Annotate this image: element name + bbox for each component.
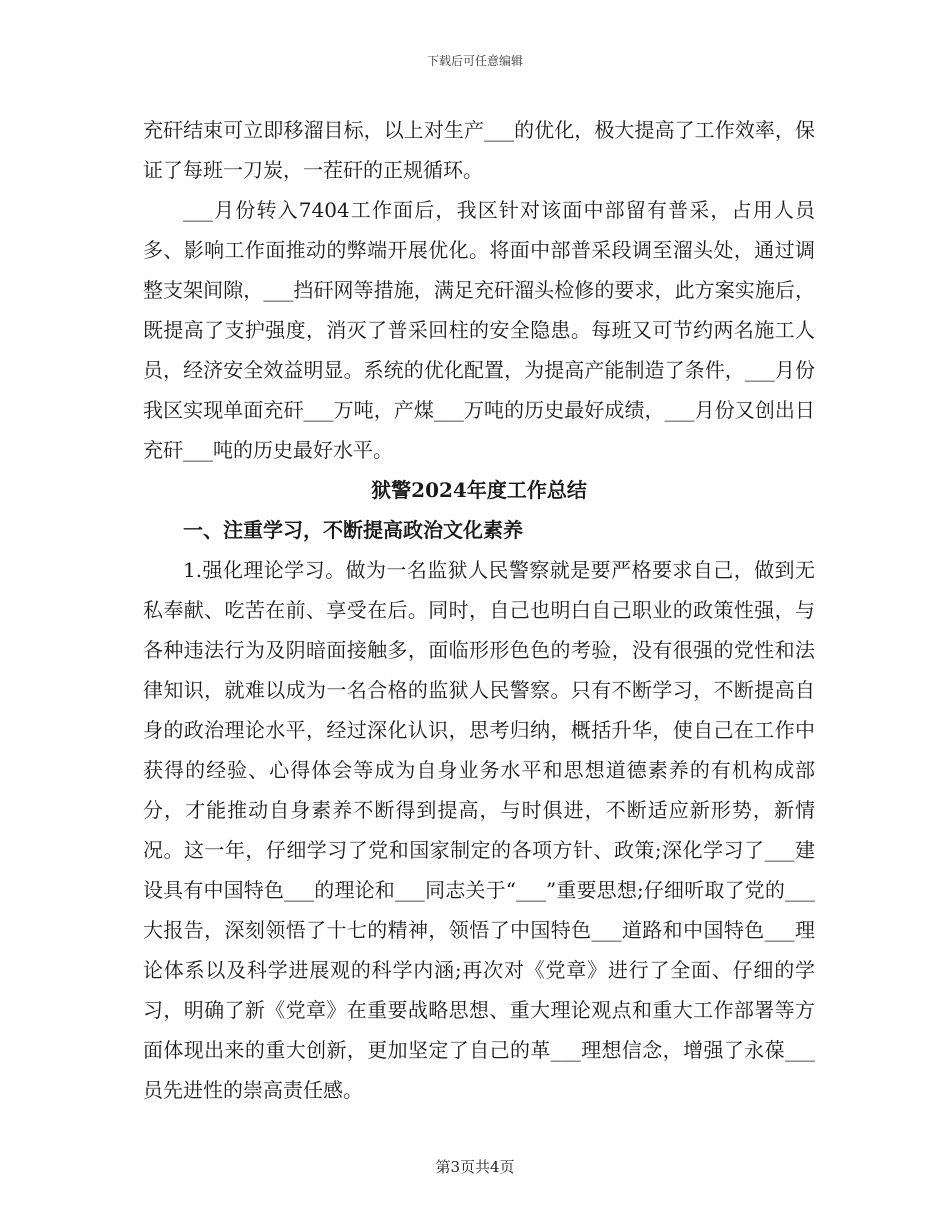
paragraph-theory-study: 1.强化理论学习。做为一名监狱人民警察就是要严格要求自己，做到无私奉献、吃苦在前、享受在后。同时，自己也明白自己职业的政策性强，与各种违法行为及阴暗面接触多，面临形形色色的考验，没有很强的党性和法律知识，就难以成为一名合格的监狱人民警察。只有不断学习，不断提高自身的政治理论水平，经过深化认识，思考归纳，概括升华，使自己在工作中获得的经验、心得体会等成为自身业务水平和思想道德素养的有机构成部分，才能推动自身素养不断得到提高，与时俱进，不断适应新形势，新情况。这一年，仔细学习了党和国家制定的各项方针、政策;深化学习了___建设具有中国特色___的理论和___同志关于“___”重要思想;仔细听取了党的___大报告，深刻领悟了十七的精神，领悟了中国特色___道路和中国特色___理论体系以及科学进展观的科学内涵;再次对《党章》进行了全面、仔细的学习，明确了新《党章》在重要战略思想、重大理论观点和重大工作部署等方面体现出来的重大创新，更加坚定了自己的革___理想信念，增强了永葆___员先进性的崇高责任感。 [143,558,815,1102]
section-heading: 一、注重学习，不断提高政治文化素养 [183,518,523,542]
document-body [143,110,815,1110]
paragraph-optimization: ___月份转入7404工作面后，我区针对该面中部留有普采，占用人员多、影响工作面推动的弊端开展优化。将面中部普采段调至溜头处，通过调整支架间隙，___挡矸网等措施，满足充矸溜头检修的要求，此方案实施后，既提高了支护强度，消灭了普采回柱的安全隐患。每班又可节约两名施工人员，经济安全效益明显。系统的优化配置，为提高产能制造了条件，___月份我区实现单面充矸___万吨，产煤___万吨的历史最好成绩，___月份又创出日充矸___吨的历史最好水平。 [143,198,815,462]
paragraph-continuation: 充矸结束可立即移溜目标，以上对生产___的优化，极大提高了工作效率，保证了每班一刀炭，一茬矸的正规循环。 [143,118,815,182]
header-note: 下载后可任意编辑 [426,54,523,68]
page-number: 第3页共4页 [435,1158,515,1176]
document-title: 狱警2024年度工作总结 [371,478,587,502]
